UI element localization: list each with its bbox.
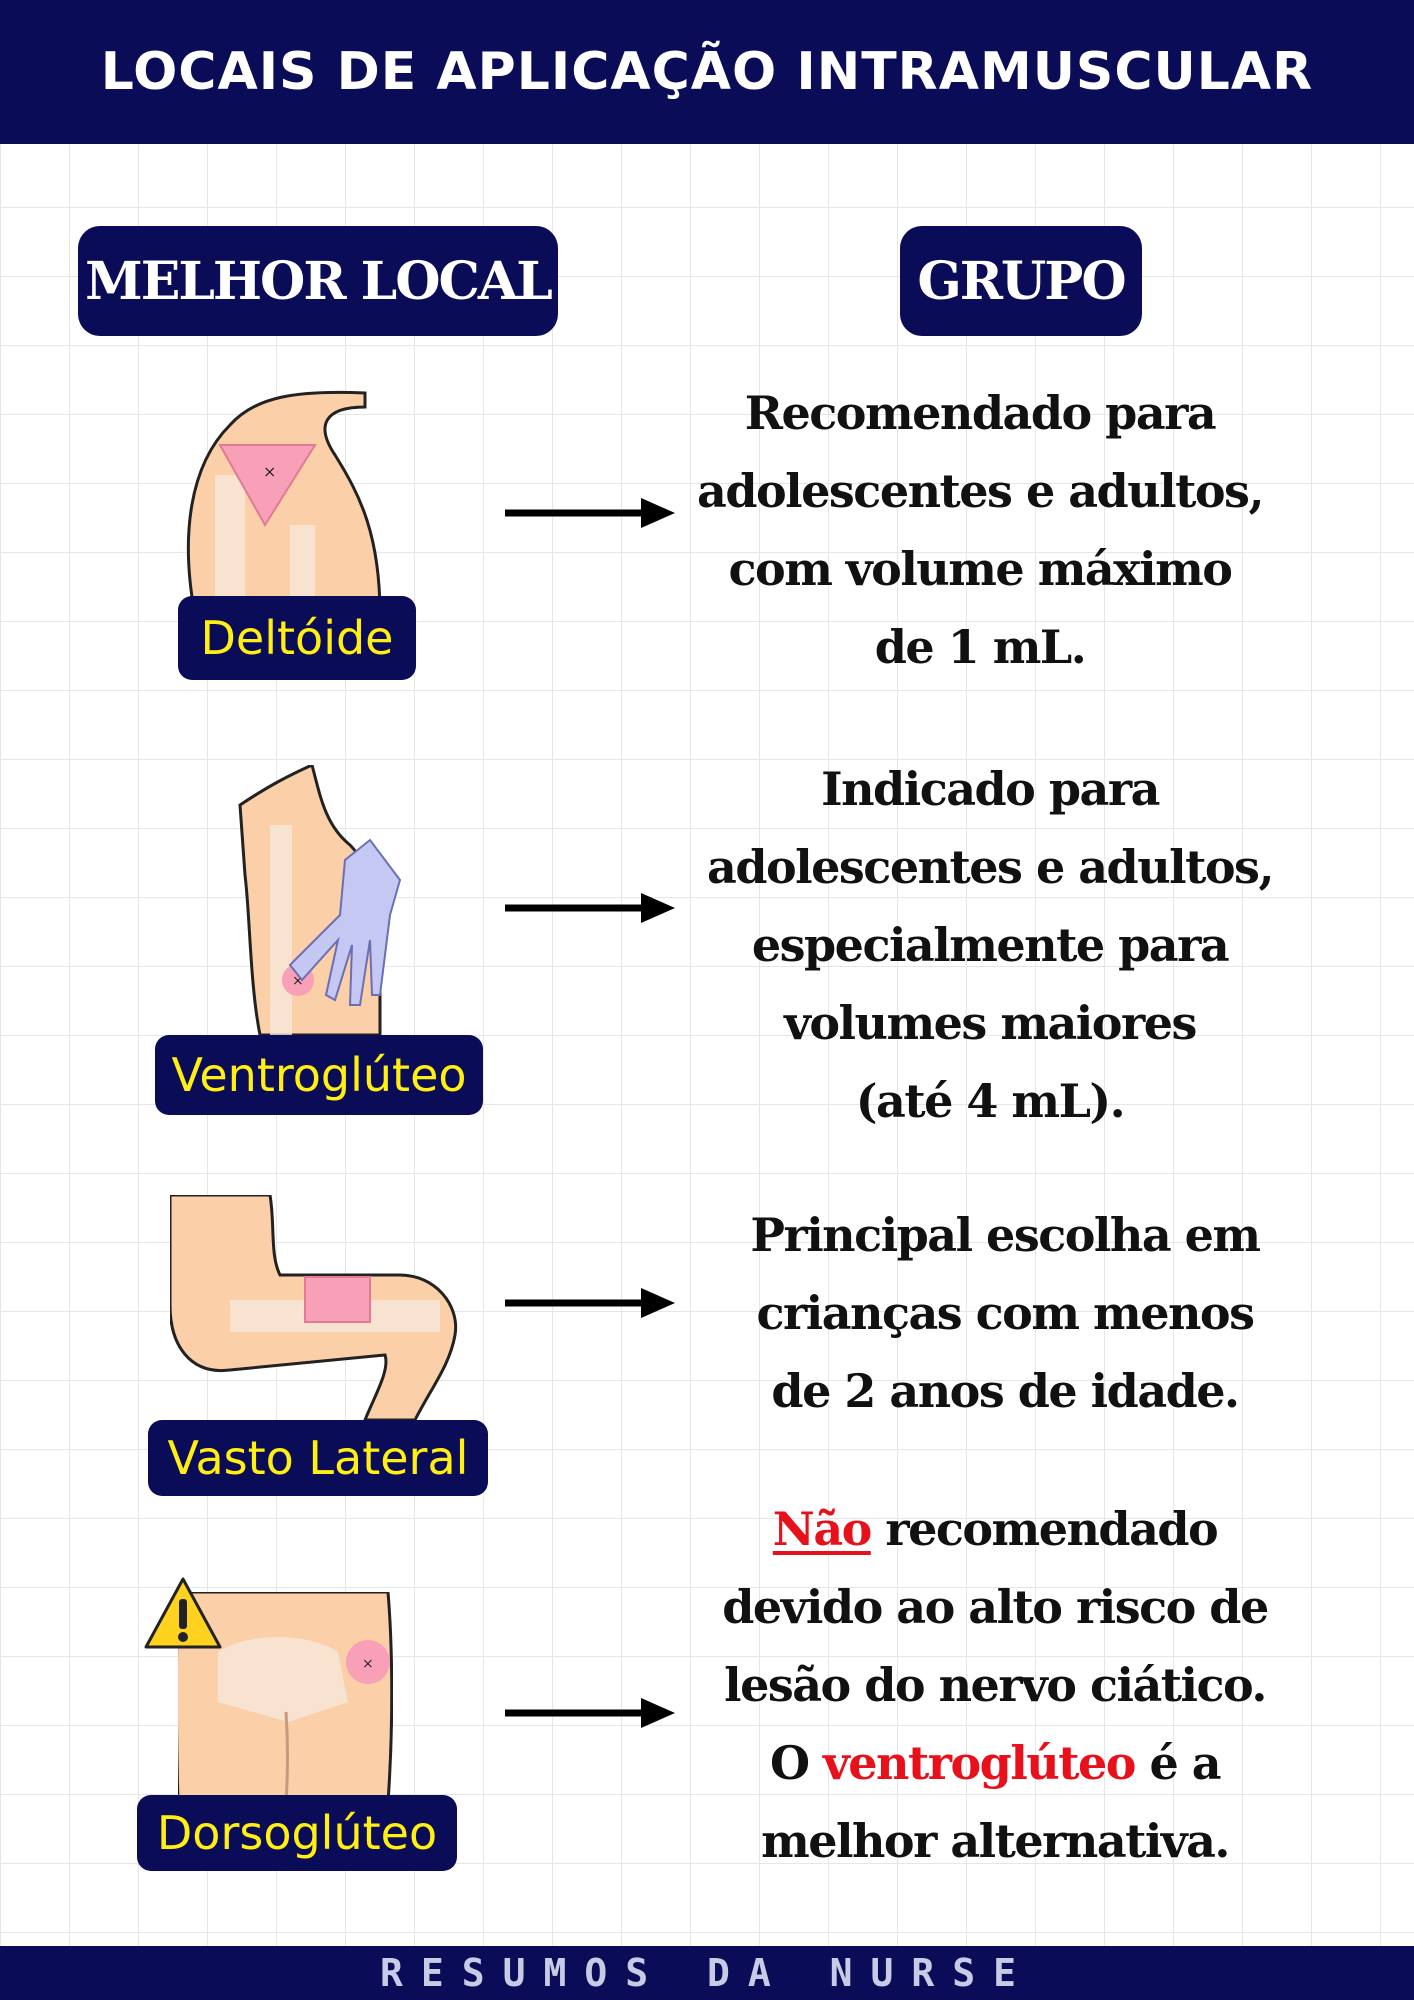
site-label-ventrogluteo: Ventroglúteo xyxy=(155,1035,483,1115)
site-description-dorsogluteo xyxy=(695,1490,1295,1880)
footer-banner xyxy=(0,1946,1414,2000)
column-header-best-site: MELHOR LOCAL xyxy=(78,226,558,336)
description-line: com volume máximo xyxy=(728,542,1232,596)
arrow-icon xyxy=(505,1285,675,1321)
description-line: crianças com menos xyxy=(756,1286,1254,1340)
description-line: especialmente para xyxy=(751,918,1229,972)
description-line: devido ao alto risco de xyxy=(722,1580,1268,1634)
description-line: melhor alternativa. xyxy=(761,1814,1229,1868)
description-line: adolescentes e adultos, xyxy=(697,464,1263,518)
vastus-lateralis-illustration xyxy=(170,1195,460,1420)
description-line: adolescentes e adultos, xyxy=(707,840,1273,894)
svg-text:×: × xyxy=(292,973,304,989)
arrow-icon xyxy=(505,495,675,531)
description-line: (até 4 mL). xyxy=(855,1074,1125,1128)
title-banner xyxy=(0,0,1414,144)
svg-text:×: × xyxy=(263,462,277,481)
site-description-ventrogluteo xyxy=(690,750,1290,1140)
page-title: LOCAIS DE APLICAÇÃO INTRAMUSCULAR xyxy=(100,42,1314,102)
description-line: Principal escolha em xyxy=(750,1208,1260,1262)
footer-brand: RESUMOS DA NURSE xyxy=(379,1951,1035,1995)
description-line: de 1 mL. xyxy=(874,620,1086,674)
highlight-ventrogluteo: ventroglúteo xyxy=(823,1736,1135,1790)
site-description-vasto-lateral xyxy=(705,1196,1305,1430)
site-label-vasto-lateral: Vasto Lateral xyxy=(148,1420,488,1496)
site-description-deltoide xyxy=(680,374,1280,686)
site-label-deltoide: Deltóide xyxy=(178,596,416,680)
deltoid-illustration xyxy=(175,385,405,615)
description-line: Indicado para xyxy=(821,762,1159,816)
ventrogluteal-illustration xyxy=(230,765,420,1035)
description-line: lesão do nervo ciático. xyxy=(724,1658,1266,1712)
description-line: Não recomendado xyxy=(772,1502,1218,1556)
site-label-dorsogluteo: Dorsoglúteo xyxy=(137,1795,457,1871)
description-line: de 2 anos de idade. xyxy=(771,1364,1239,1418)
warning-word: Não xyxy=(772,1502,871,1556)
column-header-group: GRUPO xyxy=(900,226,1142,336)
description-line: O ventroglúteo é a xyxy=(769,1736,1221,1790)
arrow-icon xyxy=(505,1695,675,1731)
arrow-icon xyxy=(505,890,675,926)
description-line: volumes maiores xyxy=(784,996,1196,1050)
description-line: Recomendado para xyxy=(744,386,1216,440)
svg-text:×: × xyxy=(362,1656,374,1672)
warning-triangle-icon xyxy=(142,1575,224,1653)
